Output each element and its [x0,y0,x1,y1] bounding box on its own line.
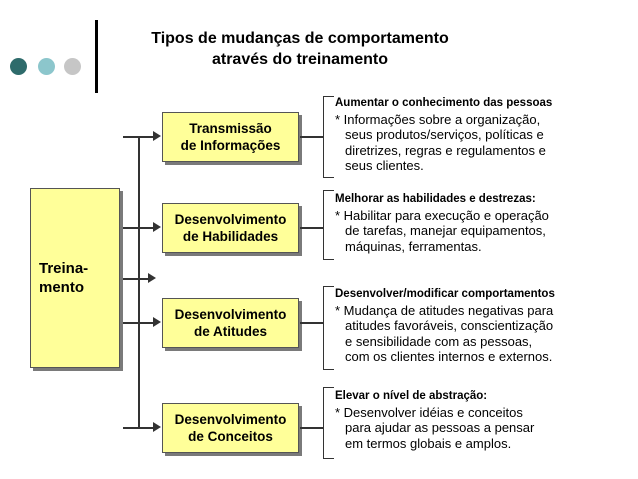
description-line: e sensibilidade com as pessoas, [345,333,533,349]
connector-branch [123,427,139,429]
description-block [335,389,635,451]
connector-branch [123,322,139,324]
root-label-line2: mento [39,279,84,296]
description-item: * Informações sobre a organização, [335,111,541,127]
description-line: de tarefas, manejar equipamentos, [345,223,546,238]
description-block [335,287,635,365]
bracket [323,190,334,260]
root-label-line1: Treina- [39,260,89,277]
decor-dot-gray [64,58,81,75]
node-desenvolvimento-atitudes [162,298,299,348]
connector-branch [123,136,139,138]
node-label-line1: Transmissão [189,121,272,136]
description-block [335,192,635,254]
node-label-line2: de Habilidades [182,229,279,244]
bracket [323,387,334,459]
description-line: com os clientes internos e externos. [345,349,553,364]
node-desenvolvimento-conceitos [162,403,299,453]
description-item: * Habilitar para execução e operação [335,207,549,223]
description-line: seus produtos/serviços, políticas e [345,127,544,142]
connector-to-node [138,322,154,324]
connector-node-desc [300,427,323,429]
decor-vertical-bar [95,20,98,93]
node-label-line2: de Conceitos [188,429,273,444]
description-block [335,96,635,174]
connector-node-desc [300,322,323,324]
description-line: atitudes favoráveis, conscientização [345,318,554,333]
description-heading: Elevar o nível de abstração: [335,390,488,402]
description-item: * Mudança de atitudes negativas para [335,302,554,318]
arrow-icon [153,317,161,327]
root-node-treinamento [30,188,120,368]
page-title: Tipos de mudanças de comportamento através do treinamento [151,30,449,68]
connector-branch [123,227,139,229]
description-line: em termos globais e amplos. [345,435,512,451]
connector-to-node [138,136,154,138]
description-item: * Desenvolver idéias e conceitos [335,404,523,420]
decor-dot-dark [10,58,27,75]
bracket [323,286,334,370]
description-line: diretrizes, regras e regulamentos e [345,142,546,158]
connector-node-desc [300,136,323,138]
arrow-icon [153,422,161,432]
connector-trunk [138,136,140,427]
node-desenvolvimento-habilidades [162,203,299,253]
connector-node-desc [300,227,323,229]
node-transmissao-informacoes [162,112,299,162]
description-line: máquinas, ferramentas. [345,238,482,254]
description-heading: Desenvolver/modificar comportamentos [335,288,555,300]
description-line: para ajudar as pessoas a pensar [345,420,535,435]
description-heading: Melhorar as habilidades e destrezas: [335,193,536,205]
arrow-icon [153,222,161,232]
node-label-line1: Desenvolvimento [174,307,287,322]
description-heading: Aumentar o conhecimento das pessoas [335,97,553,109]
connector-to-node [138,427,154,429]
connector-root [123,278,138,280]
node-label-line2: de Atitudes [193,324,267,339]
connector-to-node [138,227,154,229]
arrow-icon [153,131,161,141]
node-label-line2: de Informações [180,138,281,153]
arrow-icon [148,273,156,283]
bracket [323,96,334,178]
node-label-line1: Desenvolvimento [174,212,287,227]
description-line: seus clientes. [345,158,424,173]
node-label-line1: Desenvolvimento [174,412,287,427]
decor-dot-light [38,58,55,75]
